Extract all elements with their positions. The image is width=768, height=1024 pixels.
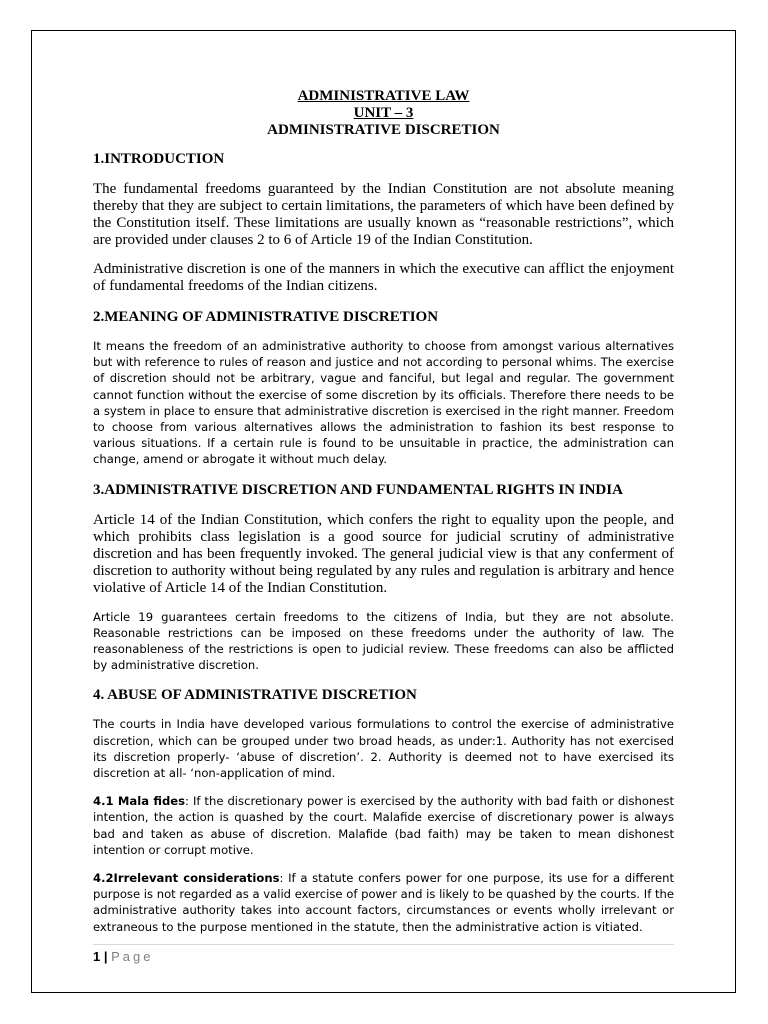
page-footer (93, 944, 674, 964)
mala-fides-text: : If the discretionary power is exercised by the authority with bad faith or dishonest intention, the action is quashed by the court. Malafide exercise of discretionary power is always bad and taken as abuse of discretion. Malafide (bad faith) may be taken to mean dishonest intention or corrupt motive. (93, 794, 674, 857)
title-block (93, 88, 674, 139)
doc-unit: UNIT – 3 (353, 105, 414, 121)
irrelevant-considerations-paragraph (93, 870, 674, 935)
irrelevant-considerations-label: 4.2Irrelevant considerations (93, 871, 280, 886)
intro-paragraph-1: The fundamental freedoms guaranteed by the Indian Constitution are not absolute meaning thereby that they are subject to certain limitations, the parameters of which have been defined by the Constitution itself. These limitations are usually known as “reasonable restrictions”, which are provided under clauses 2 to 6 of Article 19 of the Indian Constitution. (93, 181, 674, 248)
heading-fundamental-rights: 3.ADMINISTRATIVE DISCRETION AND FUNDAMENTAL RIGHTS IN INDIA (93, 481, 623, 498)
rights-paragraph-1: Article 14 of the Indian Constitution, which confers the right to equality upon the people, and which prohibits class legislation is a good source for judicial scrutiny of administrative discretion and has been frequently invoked. The general judicial view is that any conferment of discretion to authority without being regulated by any rules and regulation is arbitrary and hence violative of Article 14 of the Indian Constitution. (93, 511, 674, 596)
mala-fides-paragraph (93, 793, 674, 858)
intro-paragraph-2: Administrative discretion is one of the manners in which the executive can afflict the enjoyment of fundamental freedoms of the Indian citizens. (93, 261, 674, 294)
page-number: 1 (93, 949, 101, 964)
irrelevant-considerations-text: : If a statute confers power for one purpose, its use for a different purpose is not regarded as a valid exercise of power and is likely to be quashed by the courts. If the administrative authority takes into account factors, circumstances or events wholly irrelevant or extraneous to the purpose mentioned in the statute, then the administrative action is vitiated. (93, 871, 674, 934)
meaning-paragraph: It means the freedom of an administrative authority to choose from amongst various alternatives but with reference to rules of reason and justice and not according to personal whims. The exercise of discretion should not be arbitrary, vague and fanciful, but legal and regular. The government cannot function without the exercise of some discretion by its officials. Therefore there needs to be a system in place to ensure that administrative discretion is exercised in the right manner. Freedom to choose from various alternatives allows the administration to fashion its best response to various situations. If a certain rule is found to be unsuitable in practice, the administration can change, amend or abrogate it without much delay. (93, 339, 674, 467)
heading-meaning: 2.MEANING OF ADMINISTRATIVE DISCRETION (93, 309, 439, 325)
document-body (93, 88, 674, 935)
page-separator: | (103, 949, 108, 964)
doc-title: ADMINISTRATIVE LAW (297, 88, 470, 104)
heading-abuse: 4. ABUSE OF ADMINISTRATIVE DISCRETION (93, 687, 417, 704)
doc-subtitle: ADMINISTRATIVE DISCRETION (267, 122, 500, 138)
page-label: Page (111, 949, 154, 964)
heading-introduction: 1.INTRODUCTION (93, 151, 225, 167)
rights-paragraph-2: Article 19 guarantees certain freedoms to the citizens of India, but they are not absolute. Reasonable restrictions can be imposed on these freedoms under the authority of law. The reasonableness of the restrictions is open to judicial review. These freedoms can also be afflicted by administrative discretion. (93, 609, 674, 673)
mala-fides-label: 4.1 Mala fides (93, 794, 186, 809)
abuse-paragraph: The courts in India have developed various formulations to control the exercise of administrative discretion, which can be grouped under two broad heads, as under:1. Authority has not exercised its discretion properly- ‘abuse of discretion’. 2. Authority is deemed not to have exercised its discretion at all- ‘non-application of mind. (93, 717, 674, 781)
